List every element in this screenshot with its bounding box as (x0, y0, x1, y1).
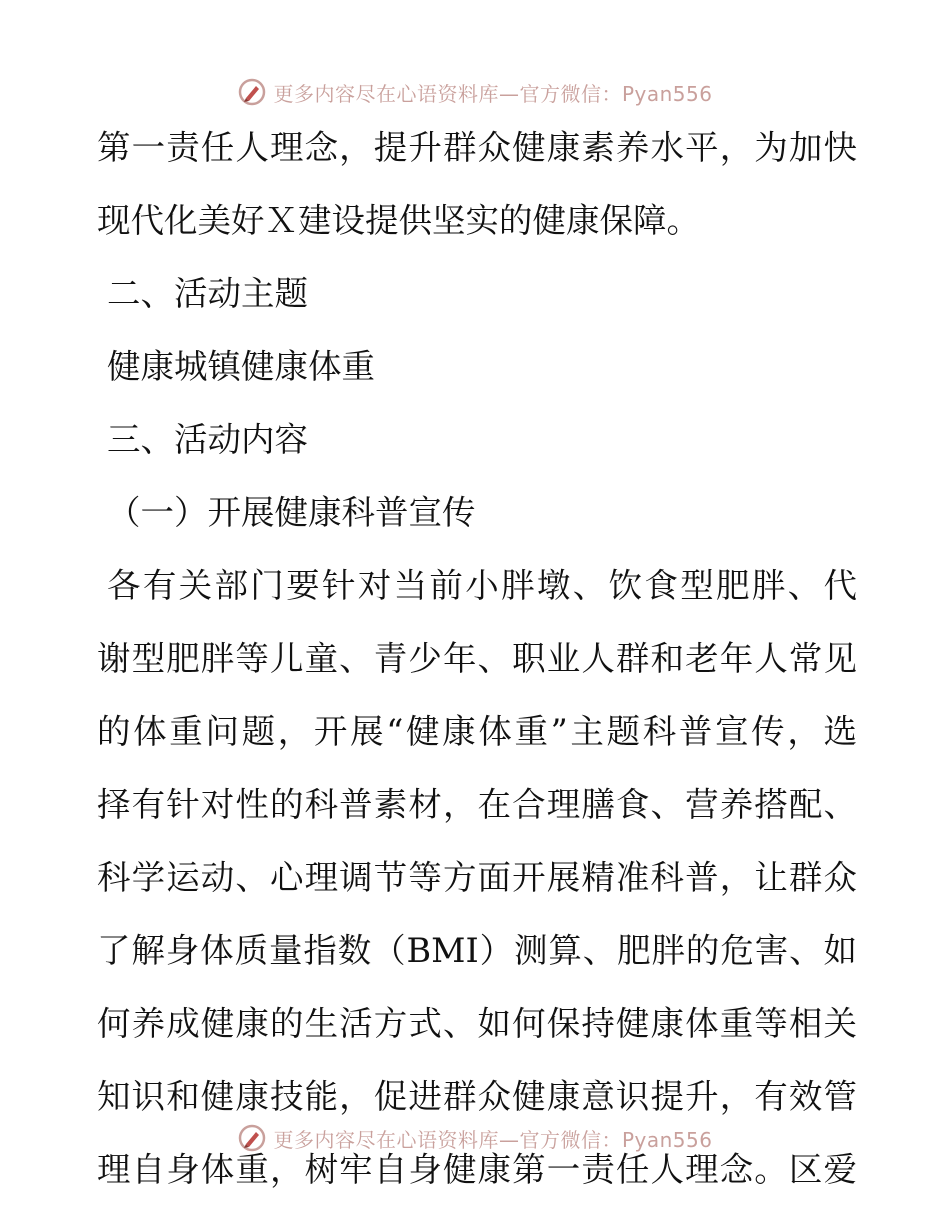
pen-logo-icon (237, 1123, 267, 1153)
text-line: 第一责任人理念，提升群众健康素养水平，为加快 (97, 128, 857, 167)
text-line: 知识和健康技能，促进群众健康意识提升，有效管 (97, 1077, 857, 1116)
text-line: 科学运动、心理调节等方面开展精准科普，让群众 (97, 858, 857, 897)
text-line: 的体重问题，开展“健康体重”主题科普宣传，选 (97, 712, 857, 751)
pen-logo-icon (237, 77, 267, 107)
text-line: 何养成健康的生活方式、如何保持健康体重等相关 (97, 1004, 857, 1043)
subsection-heading: （一）开展健康科普宣传 (107, 493, 476, 532)
text-line: 择有针对性的科普素材，在合理膳食、营养搭配、 (97, 785, 857, 824)
text-line: 了解身体质量指数（BMI）测算、肥胖的危害、如 (97, 931, 857, 970)
watermark-text: 更多内容尽在心语资料库—官方微信：Pyan556 (273, 81, 713, 106)
text-line: 谢型肥胖等儿童、青少年、职业人群和老年人常见 (97, 639, 857, 678)
watermark-footer (0, 1118, 950, 1158)
section-heading: 二、活动主题 (107, 274, 308, 313)
document-body (97, 122, 857, 1217)
watermark-header (0, 72, 950, 112)
text-line: 理自身体重，树牢自身健康第一责任人理念。区爱 (97, 1150, 857, 1189)
section-heading: 三、活动内容 (107, 420, 308, 459)
text-line: 现代化美好Ｘ建设提供坚实的健康保障。 (97, 201, 700, 240)
section-theme: 健康城镇健康体重 (107, 347, 375, 386)
text-line: 各有关部门要针对当前小胖墩、饮食型肥胖、代 (107, 566, 857, 605)
watermark-text: 更多内容尽在心语资料库—官方微信：Pyan556 (273, 1127, 713, 1152)
